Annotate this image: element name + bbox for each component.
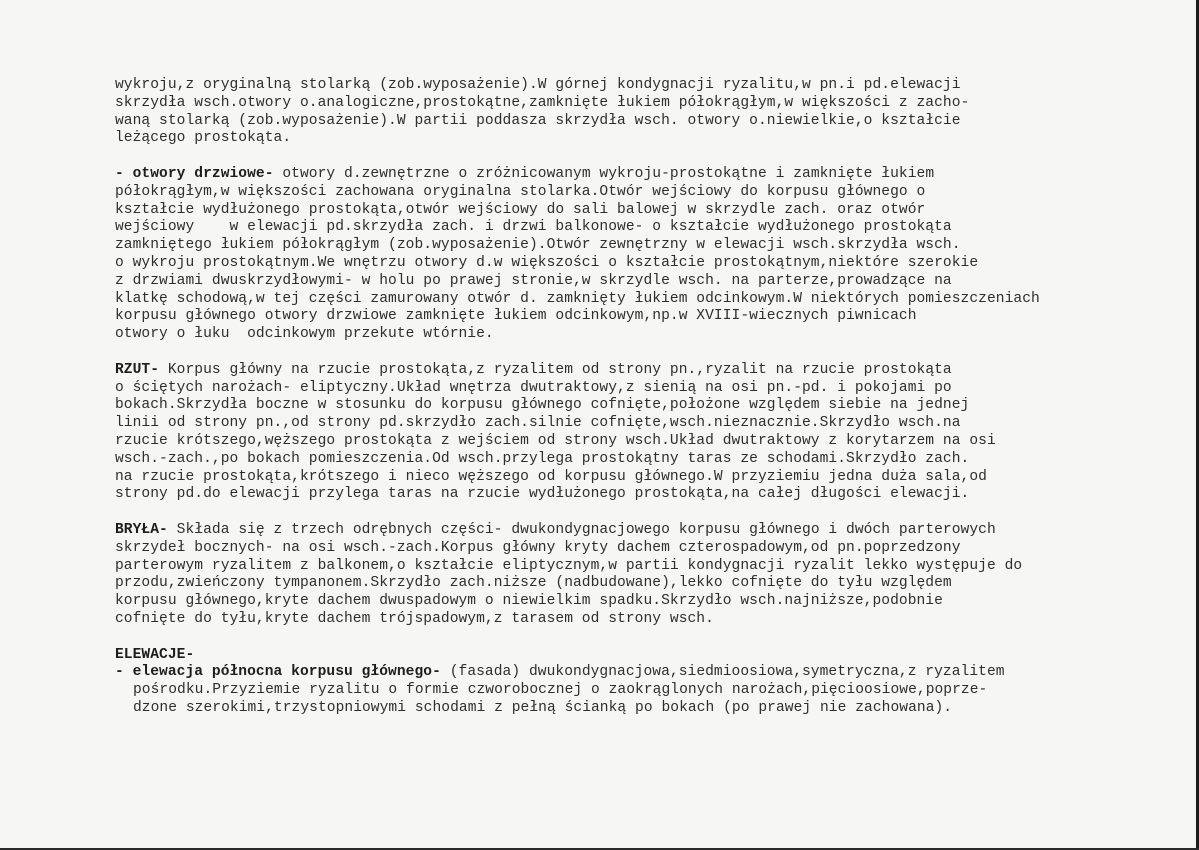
text-line: wykroju,z oryginalną stolarką (zob.wyposażenie).W górnej kondygnacji ryzalitu,w pn.i pd.elewacji: [115, 77, 961, 93]
text-run: Korpus główny na rzucie prostokąta,z ryzalitem od strony pn.,ryzalit na rzucie prostokąta: [159, 361, 952, 378]
north-elevation-heading: - elewacja północna korpusu głównego-: [115, 664, 441, 681]
text-line: cofnięte do tyłu,kryte dachem trójspadowym,z tarasem od strony wsch.: [115, 610, 714, 627]
doors-paragraph: [115, 166, 1185, 344]
plan-heading: RZUT-: [115, 361, 160, 378]
text-line: [115, 362, 1185, 380]
text-line: skrzydeł bocznych- na osi wsch.-zach.Korpus główny kryty dachem czterospadowym,od pn.poprzedzony: [115, 539, 961, 556]
document-body: [115, 77, 1185, 718]
text-line: półokrągłym,w większości zachowana oryginalna stolarka.Otwór wejściowy do korpusu głównego o: [115, 183, 926, 200]
intro-paragraph: [115, 77, 1185, 148]
text-line: pośrodku.Przyziemie ryzalitu o formie czworobocznej o zaokrąglonych narożach,pięcioosiowe,poprze-: [133, 682, 988, 699]
text-line: klatkę schodową,w tej części zamurowany otwór d. zamknięty łukiem odcinkowym.W niektórych pomieszczeniach: [115, 290, 1040, 307]
text-line: skrzydła wsch.otwory o.analogiczne,prostokątne,zamknięte łukiem półokrągłym,w większości z zacho-: [115, 94, 970, 111]
text-line: korpusu głównego,kryte dachem dwuspadowym o niewielkim spadku.Skrzydło wsch.najniższe,podobnie: [115, 593, 943, 610]
text-line: korpusu głównego otwory drzwiowe zamknięte łukiem odcinkowym,np.w XVIII-wiecznych piwnicach: [115, 308, 917, 325]
text-run: Składa się z trzech odrębnych części- dwukondygnacjowego korpusu głównego i dwóch parterowych: [167, 521, 996, 538]
elevations-heading: ELEWACJE-: [115, 646, 195, 663]
elevations-section: [115, 647, 1185, 718]
text-line: rzucie krótszego,węższego prostokąta z wejściem od strony wsch.Układ dwutraktowy z korytarzem na osi: [115, 432, 996, 449]
text-line: waną stolarką (zob.wyposażenie).W partii poddasza skrzydła wsch. otwory o.niewielkie,o kształcie: [115, 112, 961, 129]
text-line: strony pd.do elewacji przylega taras na rzucie wydłużonego prostokąta,na całej długości elewacji.: [115, 486, 970, 503]
text-line: leżącego prostokąta.: [115, 130, 292, 147]
text-line: o wykroju prostokątnym.We wnętrzu otwory d.w większości o kształcie prostokątnym,niektóre szerokie: [115, 254, 979, 271]
text-line: parterowym ryzalitem z balkonem,o kształcie eliptycznym,w partii kondygnacji ryzalit lekko występuje do: [115, 557, 1023, 574]
text-line: przodu,zwieńczony tympanonem.Skrzydło zach.niższe (nadbudowane),lekko cofnięte do tyłu względem: [115, 575, 952, 592]
text-line: wsch.-zach.,po bokach pomieszczenia.Od wsch.przylega prostokątny taras ze schodami.Skrzydło zach.: [115, 450, 970, 467]
massing-paragraph: [115, 522, 1185, 629]
text-line: dzone szerokimi,trzystopniowymi schodami z pełną ścianką po bokach (po prawej nie zachowana).: [133, 699, 953, 716]
text-line: [115, 166, 1185, 184]
text-run: otwory d.zewnętrzne o zróżnicowanym wykroju-prostokątne i zamknięte łukiem: [273, 165, 935, 182]
plan-paragraph: [115, 362, 1185, 504]
text-line: [115, 664, 1185, 682]
text-line: bokach.Skrzydła boczne w stosunku do korpusu głównego cofnięte,położone względem siebie na jednej: [115, 397, 970, 414]
doors-heading: - otwory drzwiowe-: [115, 165, 274, 182]
massing-heading: BRYŁA-: [115, 521, 168, 538]
text-line: wejściowy w elewacji pd.skrzydła zach. i drzwi balkonowe- o kształcie wydłużonego prostokąta: [115, 219, 952, 236]
text-line: z drzwiami dwuskrzydłowymi- w holu po prawej stronie,w skrzydle wsch. na parterze,prowadzące na: [115, 272, 952, 289]
text-line: linii od strony pn.,od strony pd.skrzydło zach.silnie cofnięte,wsch.nieznacznie.Skrzydło wsch.na: [115, 415, 961, 432]
text-run: (fasada) dwukondygnacjowa,siedmioosiowa,symetryczna,z ryzalitem: [440, 664, 1005, 681]
text-line: zamkniętego łukiem półokrągłym (zob.wyposażenie).Otwór zewnętrzny w elewacji wsch.skrzydła wsch.: [115, 237, 961, 254]
text-line: otwory o łuku odcinkowym przekute wtórnie.: [115, 326, 494, 343]
text-line: kształcie wydłużonego prostokąta,otwór wejściowy do sali balowej w skrzydle zach. oraz otwór: [115, 201, 926, 218]
text-line: [115, 522, 1185, 540]
text-line: o ściętych narożach- eliptyczny.Układ wnętrza dwutraktowy,z sienią na osi pn.-pd. i pokojami po: [115, 379, 952, 396]
text-line: na rzucie prostokąta,krótszego i nieco węższego od korpusu głównego.W przyziemiu jedna duża sala,od: [115, 468, 987, 485]
